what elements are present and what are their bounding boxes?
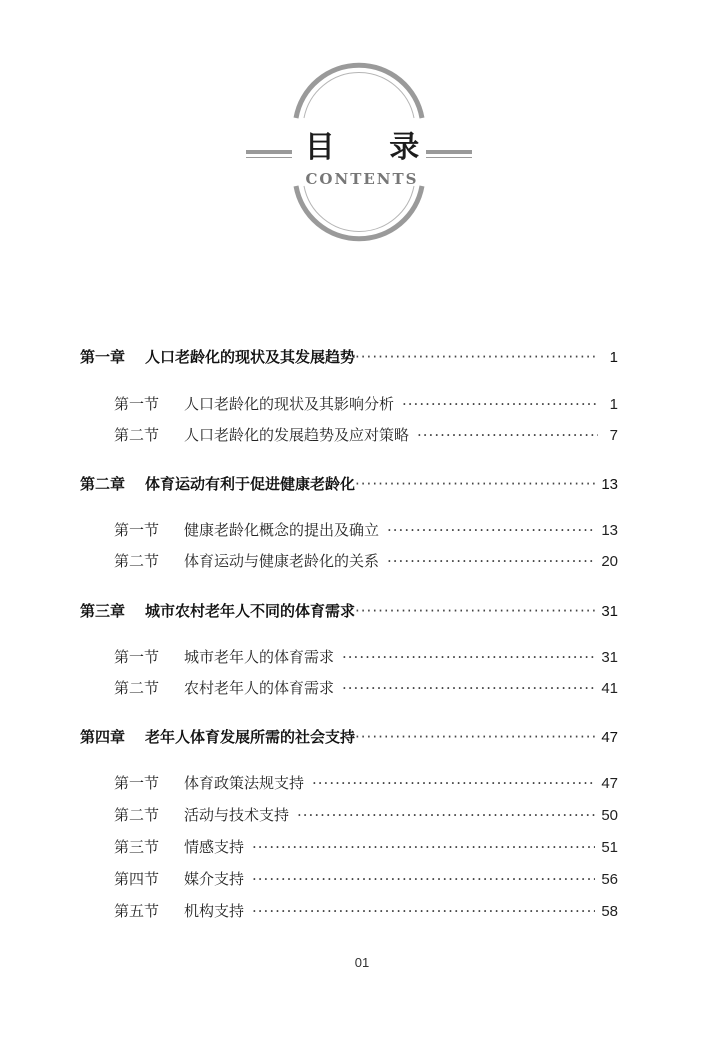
toc-section-4-5[interactable]: [80, 900, 618, 924]
toc-page-number: 31: [601, 649, 618, 666]
toc-section-3-2[interactable]: [80, 677, 618, 701]
toc-title: 农村老年人的体育需求: [184, 679, 335, 697]
toc-section-4-4[interactable]: [80, 868, 618, 892]
toc-page-number: 1: [609, 396, 618, 413]
toc-section-4-2[interactable]: [80, 804, 618, 828]
leader-dots: [297, 806, 595, 824]
toc-section-4-3[interactable]: [80, 836, 618, 860]
toc-label: 第三章: [80, 602, 126, 620]
toc-page-number: 7: [609, 427, 618, 444]
toc-page-number: 58: [601, 903, 618, 920]
leader-dots: [402, 395, 598, 413]
toc-label: 第四节: [114, 870, 160, 888]
toc-title: 媒介支持: [184, 870, 245, 888]
toc-label: 第三节: [114, 838, 160, 856]
leader-dots: [355, 475, 595, 493]
toc-title: 城市老年人的体育需求: [184, 648, 335, 666]
toc-label: 第一章: [80, 348, 126, 366]
page-subtitle: CONTENTS: [305, 170, 419, 188]
leader-dots: [387, 552, 595, 570]
toc-page-number: 1: [609, 349, 618, 366]
leader-dots: [417, 426, 598, 444]
leader-dots: [355, 602, 595, 620]
contents-header: [0, 0, 724, 260]
leader-dots: [387, 521, 595, 539]
toc-page-number: 47: [601, 729, 618, 746]
page-number-footer: 01: [354, 955, 370, 970]
toc-page-number: 31: [601, 603, 618, 620]
toc-label: 第一节: [114, 648, 160, 666]
toc-title: 情感支持: [184, 838, 245, 856]
toc-title: 健康老龄化概念的提出及确立: [184, 521, 380, 539]
toc-page-number: 51: [601, 839, 618, 856]
leader-dots: [252, 838, 595, 856]
toc-section-1-2[interactable]: [80, 424, 618, 448]
toc-title: 体育运动有利于促进健康老龄化: [145, 475, 356, 493]
leader-dots: [342, 648, 595, 666]
toc-label: 第二节: [114, 679, 160, 697]
toc-page-number: 56: [601, 871, 618, 888]
toc-chapter-1[interactable]: [80, 346, 618, 370]
toc-title: 人口老龄化的现状及其影响分析: [184, 395, 395, 413]
toc-label: 第二章: [80, 475, 126, 493]
leader-dots: [252, 902, 595, 920]
leader-dots: [342, 679, 595, 697]
toc-chapter-3[interactable]: [80, 600, 618, 624]
toc-page-number: 13: [601, 476, 618, 493]
toc-title: 活动与技术支持: [184, 806, 290, 824]
toc-section-2-1[interactable]: [80, 519, 618, 543]
toc-label: 第五节: [114, 902, 160, 920]
toc-label: 第二节: [114, 426, 160, 444]
toc-page-number: 20: [601, 553, 618, 570]
toc-section-3-1[interactable]: [80, 646, 618, 670]
toc-page-number: 13: [601, 522, 618, 539]
toc-page-number: 47: [601, 775, 618, 792]
toc-title: 人口老龄化的现状及其发展趋势: [145, 348, 356, 366]
toc-label: 第一节: [114, 395, 160, 413]
toc-section-4-1[interactable]: [80, 772, 618, 796]
toc-page-number: 41: [601, 680, 618, 697]
toc-label: 第二节: [114, 806, 160, 824]
leader-dots: [312, 774, 595, 792]
toc-label: 第一节: [114, 521, 160, 539]
toc-section-1-1[interactable]: [80, 393, 618, 417]
toc-section-2-2[interactable]: [80, 550, 618, 574]
toc-page-number: 50: [601, 807, 618, 824]
toc-chapter-4[interactable]: [80, 726, 618, 750]
toc-chapter-2[interactable]: [80, 473, 618, 497]
leader-dots: [355, 728, 595, 746]
toc-label: 第二节: [114, 552, 160, 570]
leader-dots: [252, 870, 595, 888]
toc-title: 老年人体育发展所需的社会支持: [145, 728, 356, 746]
page-title: 目 录: [304, 130, 442, 165]
toc-title: 城市农村老年人不同的体育需求: [145, 602, 356, 620]
toc-title: 体育政策法规支持: [184, 774, 305, 792]
toc-title: 体育运动与健康老龄化的关系: [184, 552, 380, 570]
toc-label: 第一节: [114, 774, 160, 792]
leader-dots: [355, 348, 598, 366]
toc-title: 人口老龄化的发展趋势及应对策略: [184, 426, 410, 444]
toc-label: 第四章: [80, 728, 126, 746]
toc-title: 机构支持: [184, 902, 245, 920]
